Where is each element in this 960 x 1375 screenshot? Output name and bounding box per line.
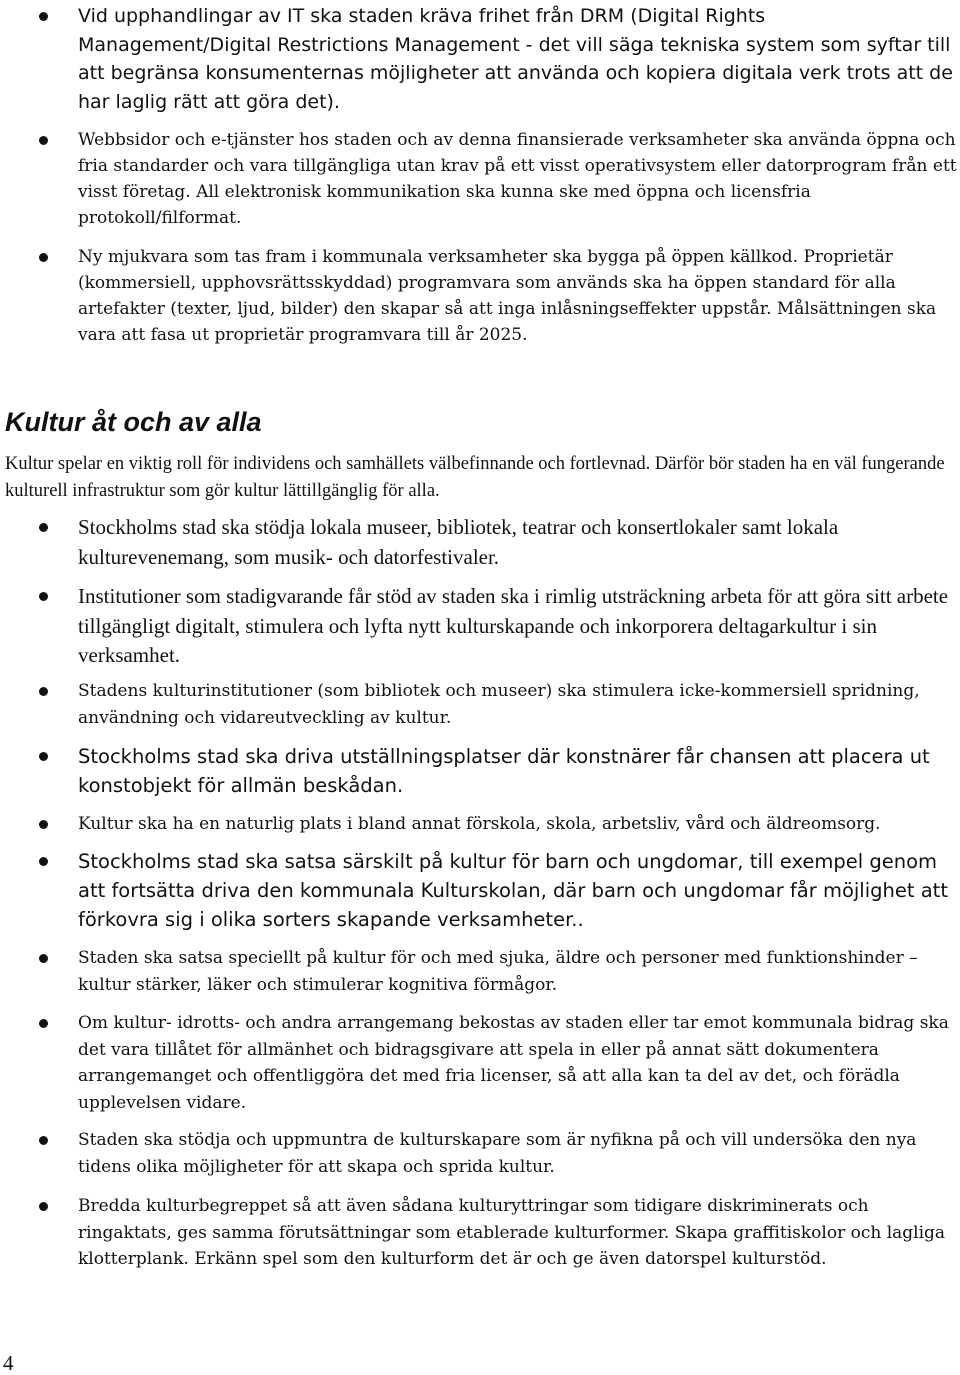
list-item-text: Institutioner som stadigvarande får stöd av staden ska i rimlig utsträckning arbeta för att göra sitt arbete tillgängligt digitalt, stimulera och lyfta nytt kulturskapande och inkorporera deltagarkultur i sin verksamhet. bbox=[78, 584, 949, 667]
bullet-icon bbox=[39, 820, 48, 829]
bullet-icon bbox=[39, 253, 48, 262]
list-item-text: Ny mjukvara som tas fram i kommunala verksamheter ska bygga på öppen källkod. Proprietär (kommersiell, upphovsrättsskyddad) programvara som används ska ha öppen standard för alla artefakter (texter, ljud, bilder) den skapar så att inga inlåsningseffekter uppstår. Målsättningen ska vara att fasa ut proprietär programvara till år 2025. bbox=[78, 247, 937, 345]
list-item-text: Stockholms stad ska driva utställningsplatser där konstnärer får chansen att placera ut konstobjekt för allmän beskådan. bbox=[78, 745, 930, 797]
section-heading: Kultur åt och av alla bbox=[5, 407, 262, 437]
list-item bbox=[78, 811, 958, 838]
bullet-icon bbox=[39, 687, 48, 696]
list-item bbox=[78, 127, 958, 231]
list-item-text: Om kultur- idrotts- och andra arrangemang bekostas av staden eller tar emot kommunala bidrag ska det vara tillåtet för allmänhet och bidragsgivare att spela in eller på annat sätt dokumentera arrangemanget och offentliggöra det med fria licenser, så att alla kan ta del av det, och förädla upplevelsen vidare. bbox=[78, 1013, 949, 1113]
list-item-text: Kultur ska ha en naturlig plats i bland annat förskola, skola, arbetsliv, vård och äldreomsorg. bbox=[78, 814, 881, 834]
bullet-icon bbox=[39, 1136, 48, 1145]
list-item-text: Vid upphandlingar av IT ska staden kräva frihet från DRM (Digital Rights Management/Digital Restrictions Management - det vill säga tekniska system som syftar till att begränsa konsumenternas möjligheter att använda och kopiera digitala verk trots att de har laglig rätt att göra det). bbox=[78, 5, 953, 113]
list-item bbox=[78, 582, 958, 671]
list-item-text: Staden ska satsa speciellt på kultur för och med sjuka, äldre och personer med funktionshinder – kultur stärker, läker och stimulerar kognitiva förmågor. bbox=[78, 948, 918, 995]
list-item bbox=[78, 1193, 958, 1273]
bullet-icon bbox=[39, 857, 48, 866]
list-item bbox=[78, 244, 958, 348]
page-number: 4 bbox=[3, 1351, 14, 1375]
bullet-icon bbox=[39, 752, 48, 761]
bullet-icon bbox=[39, 12, 48, 21]
bullet-icon bbox=[39, 523, 48, 532]
bullet-icon bbox=[39, 1202, 48, 1211]
list-item bbox=[78, 1010, 958, 1116]
list-item-text: Webbsidor och e-tjänster hos staden och av denna finansierade verksamheter ska använda öppna och fria standarder och vara tillgängliga utan krav på ett visst operativsystem eller datorprogram från ett visst företag. All elektronisk kommunikation ska kunna ske med öppna och licensfria protokoll/filformat. bbox=[78, 130, 957, 228]
list-item bbox=[78, 945, 958, 998]
bullet-icon bbox=[39, 1019, 48, 1028]
list-item bbox=[78, 2, 958, 116]
list-item bbox=[78, 742, 958, 800]
list-item-text: Stadens kulturinstitutioner (som bibliotek och museer) ska stimulera icke-kommersiell spridning, användning och vidareutveckling av kultur. bbox=[78, 681, 920, 728]
list-item bbox=[78, 513, 958, 572]
list-item-text: Bredda kulturbegreppet så att även sådana kulturyttringar som tidigare diskriminerats och ringaktats, ges samma förutsättningar som etablerade kulturformer. Skapa graffitiskolor och lagliga klotterplank. Erkänn spel som den kulturform det är och ge även datorspel kulturstöd. bbox=[78, 1196, 946, 1269]
list-item-text: Stockholms stad ska satsa särskilt på kultur för barn och ungdomar, till exempel genom att fortsätta driva den kommunala Kulturskolan, där barn och ungdomar får möjlighet att förkovra sig i olika sorters skapande verksamheter.. bbox=[78, 850, 948, 931]
bullet-icon bbox=[39, 136, 48, 145]
list-item-text: Staden ska stödja och uppmuntra de kulturskapare som är nyfikna på och vill undersöka den nya tidens olika möjligheter för att skapa och sprida kultur. bbox=[78, 1130, 917, 1177]
list-item-text: Stockholms stad ska stödja lokala museer, bibliotek, teatrar och konsertlokaler samt lokala kulturevenemang, som musik- och datorfestivaler. bbox=[78, 515, 839, 569]
list-item bbox=[78, 1127, 958, 1180]
list-item bbox=[78, 847, 958, 934]
bullet-icon bbox=[39, 954, 48, 963]
list-item bbox=[78, 678, 958, 731]
bullet-icon bbox=[39, 592, 48, 601]
section-intro: Kultur spelar en viktig roll för individens och samhällets välbefinnande och fortlevnad. Därför bör staden ha en väl fungerande kulturell infrastruktur som gör kultur lättillgänglig för alla. bbox=[5, 454, 945, 501]
